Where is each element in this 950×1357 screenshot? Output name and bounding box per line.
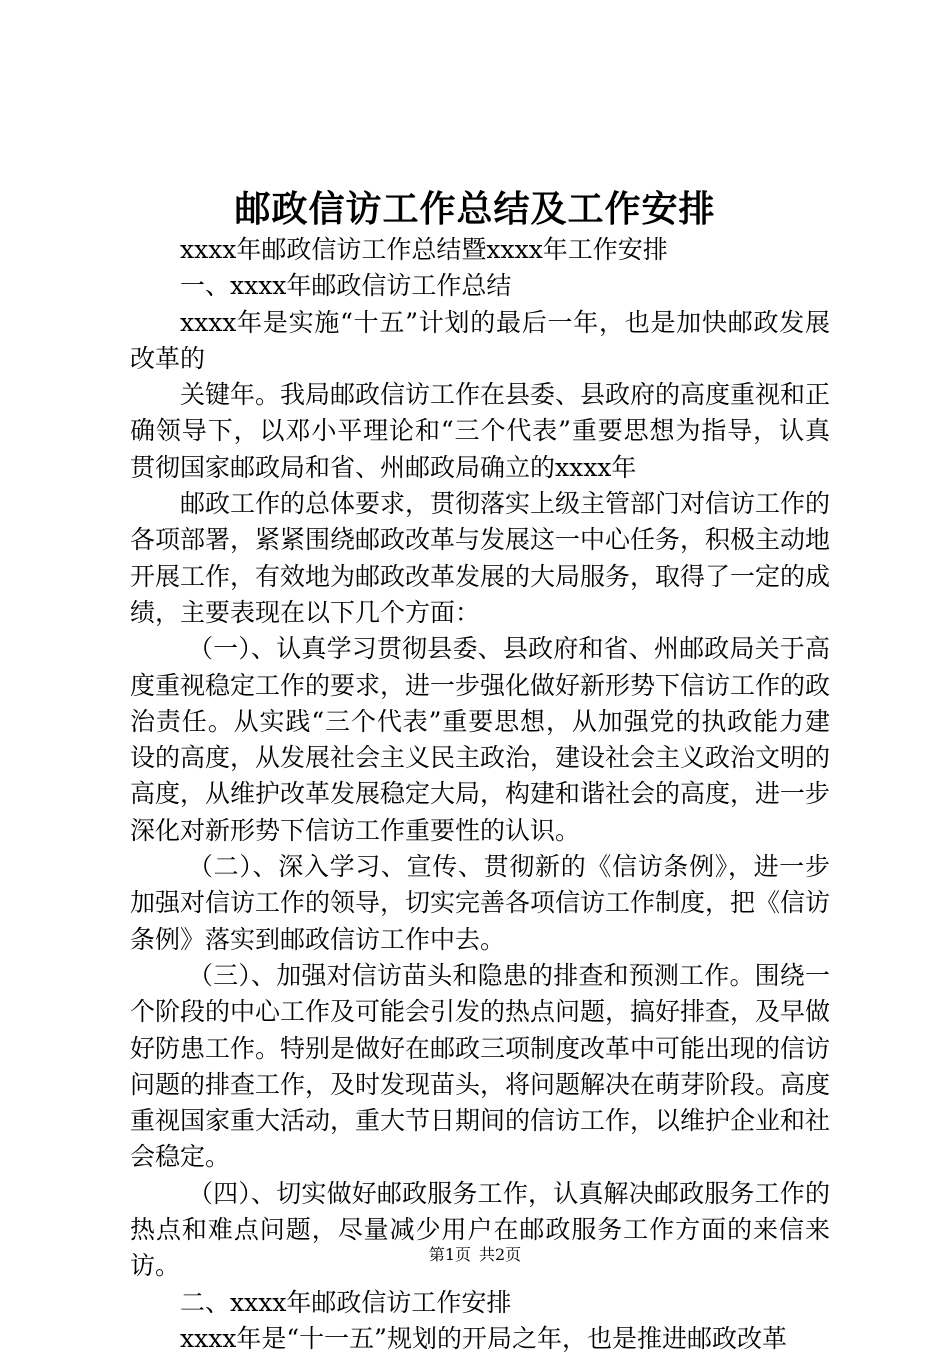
paragraph: xxxx年是“十一五”规划的开局之年，也是推进邮政改革: [180, 1323, 787, 1353]
paragraph-item-4: （四）、切实做好邮政服务工作，认真解决邮政服务工作的热点和难点问题，尽量减少用户在邮政服务工作方面的来信来访。: [130, 1178, 830, 1281]
paragraph-item-2: （二）、深入学习、宣传、贯彻新的《信访条例》，进一步加强对信访工作的领导，切实完善各项信访工作制度，把《信访条例》落实到邮政信访工作中去。: [130, 852, 831, 954]
section-heading-plan: 二、xxxx年邮政信访工作安排: [180, 1287, 512, 1317]
page-footer: [0, 1243, 950, 1267]
paragraph-item-3: （三）、加强对信访苗头和隐患的排查和预测工作。围绕一个阶段的中心工作及可能会引发的热点问题，搞好排查，及早做好防患工作。特别是做好在邮政三项制度改革中可能出现的信访问题的排查工作，及时发现苗头，将问题解决在萌芽阶段。高度重视国家重大活动，重大节日期间的信访工作，以维护企业和社会稳定。: [130, 960, 831, 1172]
paragraph: 关键年。我局邮政信访工作在县委、县政府的高度重视和正确领导下，以邓小平理论和“三个代表”重要思想为指导，认真贯彻国家邮政局和省、州邮政局确立的xxxx年: [130, 380, 831, 482]
page-total: 共2页: [479, 1245, 522, 1264]
document-body: [130, 232, 830, 1357]
section-heading-summary: 一、xxxx年邮政信访工作总结: [180, 271, 512, 301]
page-number: 第1页: [428, 1245, 471, 1264]
paragraph-item-1: （一）、认真学习贯彻县委、县政府和省、州邮政局关于高度重视稳定工作的要求，进一步强化做好新形势下信访工作的政治责任。从实践“三个代表”重要思想，从加强党的执政能力建设的高度，从发展社会主义民主政治，建设社会主义政治文明的高度，从维护改革发展稳定大局，构建和谐社会的高度，进一步深化对新形势下信访工作重要性的认识。: [130, 634, 831, 845]
paragraph: xxxx年是实施“十五”计划的最后一年，也是加快邮政发展改革的: [130, 307, 830, 373]
document-title: 邮政信访工作总结及工作安排: [234, 188, 716, 230]
paragraph-subtitle: xxxx年邮政信访工作总结暨xxxx年工作安排: [180, 235, 668, 264]
paragraph: 邮政工作的总体要求，贯彻落实上级主管部门对信访工作的各项部署，紧紧围绕邮政改革与发展这一中心任务，积极主动地开展工作，有效地为邮政改革发展的大局服务，取得了一定的成绩，主要表现在以下几个方面：: [130, 489, 831, 627]
